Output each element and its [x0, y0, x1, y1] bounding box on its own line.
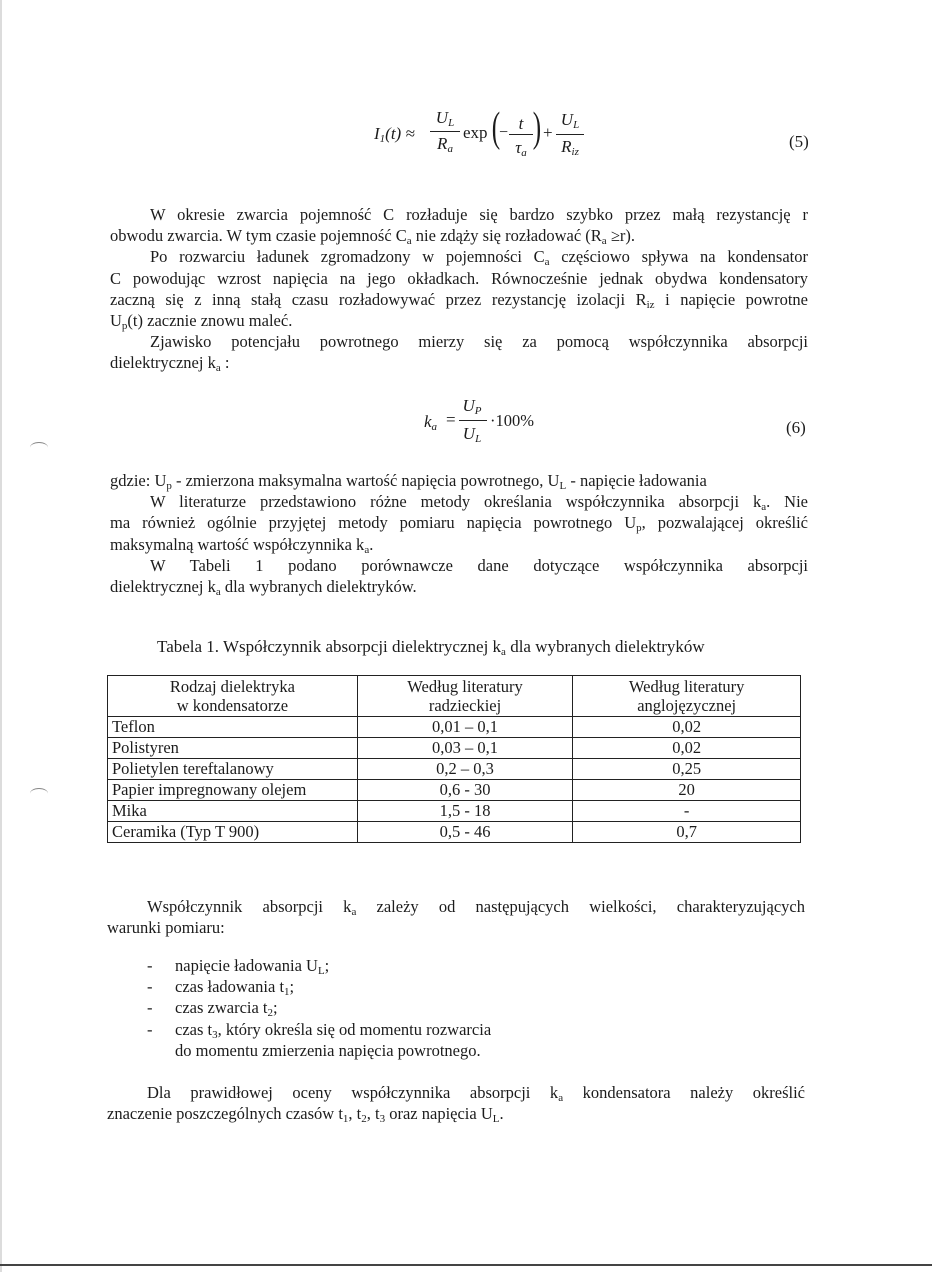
p2-l4-b: (t) zacznie znowu maleć. — [127, 311, 293, 331]
eq5-lhs-sub: 1 — [379, 133, 386, 145]
eq5-lhs-arg: (t) ≈ — [385, 124, 415, 143]
gdzie-b: - zmierzona maksymalna wartość napięcia powrotnego, U — [171, 471, 560, 490]
measurement-conditions-list — [147, 955, 491, 1061]
table-caption — [157, 637, 705, 657]
p2-l4-a: U — [110, 311, 122, 331]
p5-l2-a: dielektrycznej k — [110, 577, 216, 597]
b3-sub: 2 — [267, 1007, 274, 1020]
p4-l2-a: ma również ogólnie przyjętej metody pomiaru napięcia powrotnego U — [110, 513, 637, 533]
eq5-frac1-line — [430, 131, 460, 132]
p4-l1-b: . Nie — [766, 492, 808, 512]
eq5-exp: exp — [463, 123, 488, 142]
table-header-row — [108, 676, 801, 717]
bullet-dash: - — [147, 977, 153, 997]
eq5-f1-den: R — [437, 134, 448, 153]
p1-l2-b: nie zdąży się rozładować (R — [411, 226, 602, 246]
gdzie-line — [110, 470, 808, 491]
header-dielectric-l2: w kondensatorze — [176, 696, 289, 715]
eq5-frac2-line — [509, 134, 533, 135]
eq6-num-sub: P — [474, 405, 482, 417]
p7-l1-a: Dla prawidłowej oceny współczynnika absorpcji k — [147, 1083, 559, 1102]
caption-b: dla wybranych dielektryków — [505, 637, 705, 656]
b4-a: czas t — [175, 1019, 213, 1039]
list-item — [147, 1019, 491, 1061]
eq5-lhs — [374, 124, 415, 144]
b1-b: ; — [324, 956, 330, 975]
eq6-den-symbol: U — [462, 424, 476, 443]
p3-line1: Zjawisko potencjału powrotnego mierzy się za pomocą współczynnika absorpcji — [150, 332, 808, 352]
eq5-f3-den-sub: iz — [571, 146, 579, 158]
caption-a: Tabela 1. Współczynnik absorpcji dielektrycznej k — [157, 637, 502, 656]
table-row — [108, 759, 801, 780]
table-cell-material: Teflon — [108, 717, 358, 738]
header-english-l1: Według literatury — [628, 677, 745, 696]
table-cell-english: - — [573, 801, 801, 822]
eq5-frac2-num — [508, 114, 534, 134]
gdzie-sub2: L — [559, 480, 567, 492]
eq5-f2-num: t — [518, 114, 524, 133]
eq6-lhs — [424, 412, 437, 432]
eq5-f3-den: R — [561, 137, 572, 156]
p7-l2-a: znaczenie poszczególnych czasów t — [107, 1104, 343, 1124]
p3-l2-a: dielektrycznej k — [110, 353, 216, 373]
b1-a: napięcie ładowania U — [175, 956, 318, 975]
paragraph-block-4 — [107, 1082, 805, 1124]
eq5-lhs-symbol: I — [374, 124, 380, 143]
header-soviet-l2: radzieckiej — [428, 696, 502, 715]
p5-line1: W Tabeli 1 podano porównawcze dane dotyczące współczynnika absorpcji — [150, 555, 808, 575]
table-row — [108, 717, 801, 738]
eq5-paren-right: ) — [532, 105, 542, 151]
b3-a: czas zwarcia t — [175, 998, 268, 1018]
gdzie-c: - napięcie ładowania — [566, 471, 707, 490]
p7-l1-sub: a — [558, 1092, 564, 1104]
equation-number-5: (5) — [789, 132, 809, 151]
p7-l2-e: . — [499, 1104, 504, 1124]
b4-line2: do momentu zmierzenia napięcia powrotnego. — [175, 1040, 481, 1060]
table-cell-soviet: 0,6 - 30 — [357, 780, 573, 801]
b1-sub: L — [317, 965, 325, 977]
table-cell-english: 0,02 — [573, 738, 801, 759]
paragraph-block-2 — [110, 470, 808, 597]
eq5-f1-num: U — [435, 108, 449, 127]
eq5-f3-num-sub: L — [573, 119, 580, 131]
p7-l2-sub4: L — [492, 1113, 500, 1126]
p1-l2-c: ≥r). — [606, 226, 635, 246]
eq5-plus: + — [543, 123, 553, 142]
absorption-table — [107, 675, 801, 843]
p2-line3 — [110, 289, 808, 310]
p2-l4-sub: p — [121, 320, 128, 333]
eq6-den-sub: L — [475, 433, 482, 445]
eq5-frac3-line — [556, 134, 584, 135]
scan-mark — [30, 442, 48, 453]
eq5-f1-num-sub: L — [448, 117, 455, 129]
list-item — [147, 976, 491, 997]
eq6-eq: = — [446, 410, 456, 429]
table-cell-english: 0,25 — [573, 759, 801, 780]
p7-line2 — [107, 1103, 805, 1124]
header-english-l2: anglojęzycznej — [637, 696, 737, 715]
table-cell-soviet: 0,01 – 0,1 — [357, 717, 573, 738]
p1-line1: W okresie zwarcia pojemność C rozładuje się bardzo szybko przez małą rezystancję r — [150, 205, 808, 224]
gdzie-a: gdzie: U — [110, 471, 167, 490]
eq5-f2-den: τ — [515, 138, 522, 157]
p4-l1-sub: a — [761, 501, 767, 514]
paragraph-block-1 — [110, 204, 808, 374]
p2-line1 — [110, 246, 808, 267]
p2-l3-b: i napięcie powrotne — [654, 289, 808, 309]
p6-line1 — [107, 896, 805, 917]
eq6-num — [456, 396, 488, 416]
bullet-dash: - — [147, 956, 153, 975]
table-cell-english: 20 — [573, 780, 801, 801]
p6-l1-b: zależy od następujących wielkości, charakteryzujących — [356, 897, 805, 916]
p1-line2 — [110, 225, 808, 246]
p4-l1-a: W literaturze przedstawiono różne metody określania współczynnika absorpcji k — [150, 492, 762, 512]
p4-line3 — [110, 534, 808, 555]
eq6-den — [456, 424, 488, 444]
p5-l2-sub: a — [215, 586, 221, 599]
b2-a: czas ładowania t — [175, 977, 285, 997]
bullet-dash: - — [147, 998, 153, 1018]
list-item — [147, 955, 491, 976]
table-row — [108, 801, 801, 822]
p3-line2 — [110, 352, 808, 373]
paragraph-block-3 — [107, 896, 805, 938]
b4-b: , który określa się od momentu rozwarcia — [217, 1019, 492, 1039]
table-cell-soviet: 0,5 - 46 — [357, 822, 573, 843]
p2-line4 — [110, 310, 808, 331]
p4-l3-a: maksymalną wartość współczynnika k — [110, 534, 365, 554]
p2-l1-sub: a — [544, 256, 550, 269]
eq5-paren-left: ( — [491, 105, 501, 151]
header-english — [573, 676, 801, 717]
header-dielectric-l1: Rodzaj dielektryka — [169, 677, 295, 696]
eq6-lhs-symbol: k — [424, 412, 432, 431]
p4-line1 — [110, 491, 808, 512]
table-cell-material: Ceramika (Typ T 900) — [108, 822, 358, 843]
list-item — [147, 997, 491, 1018]
p1-l2-a: obwodu zwarcia. W tym czasie pojemność C — [110, 226, 407, 246]
b2-b: ; — [289, 977, 295, 997]
p5-line2 — [110, 576, 808, 597]
p2-l1-a: Po rozwarciu ładunek zgromadzony w pojemności C — [150, 247, 545, 267]
p7-l2-sub3: 3 — [379, 1113, 386, 1126]
eq6-num-symbol: U — [462, 396, 475, 415]
p1-l2-sub: a — [406, 235, 412, 248]
p6-l1-a: Współczynnik absorpcji k — [147, 897, 352, 916]
eq5-f3-num: U — [560, 110, 574, 129]
table-cell-material: Mika — [108, 801, 358, 822]
b2-sub: 1 — [284, 986, 290, 999]
b4-sub: 3 — [212, 1028, 218, 1041]
table-cell-material: Polietylen tereftalanowy — [108, 759, 358, 780]
eq5-frac3-den — [553, 137, 587, 157]
table-cell-material: Papier impregnowany olejem — [108, 780, 358, 801]
header-soviet-l1: Według literatury — [407, 677, 523, 696]
p3-l2-sub: a — [215, 362, 221, 375]
bullet-dash: - — [147, 1019, 153, 1039]
b3-b: ; — [273, 998, 278, 1018]
table-cell-english: 0,7 — [573, 822, 801, 843]
eq6-frac-line — [459, 420, 487, 421]
eq6-lhs-sub: a — [431, 421, 438, 433]
p6-line2: warunki pomiaru: — [107, 918, 225, 938]
table-row — [108, 780, 801, 801]
table-cell-soviet: 1,5 - 18 — [357, 801, 573, 822]
eq5-minus: − — [499, 124, 509, 141]
table-cell-english: 0,02 — [573, 717, 801, 738]
header-dielectric — [108, 676, 358, 717]
eq5-frac1-num — [428, 108, 462, 128]
p5-l2-b: dla wybranych dielektryków. — [220, 577, 417, 597]
gdzie-sub1: p — [166, 480, 172, 492]
header-soviet — [357, 676, 573, 717]
eq5-f1-den-sub: a — [447, 143, 453, 155]
table-cell-soviet: 0,2 – 0,3 — [357, 759, 573, 780]
table-row — [108, 738, 801, 759]
p4-l3-sub: a — [364, 543, 370, 556]
eq5-frac2-den — [506, 138, 536, 158]
table-row — [108, 822, 801, 843]
table-cell-soviet: 0,03 – 0,1 — [357, 738, 573, 759]
eq6-tail: ·100% — [490, 411, 534, 430]
p7-l2-sub2: 2 — [361, 1113, 367, 1126]
eq5-frac1-den — [428, 134, 462, 154]
p4-l2-sub: p — [636, 522, 642, 535]
p7-line1 — [107, 1082, 805, 1103]
p4-line2 — [110, 512, 808, 533]
scan-edge — [0, 0, 2, 1272]
p7-l2-b: , t — [348, 1104, 362, 1124]
p6-l1-sub: a — [351, 906, 357, 918]
p4-l2-b: , pozwalającej określić — [641, 513, 809, 533]
scan-mark — [30, 788, 48, 799]
eq5-f2-den-sub: a — [521, 147, 527, 159]
p4-l3-b: . — [369, 534, 374, 554]
p2-l1-b: częściowo spływa na kondensator — [549, 247, 808, 267]
scan-bottom-edge — [0, 1264, 932, 1266]
p3-l2-b: : — [220, 353, 230, 373]
p7-l1-b: kondensatora należy określić — [563, 1083, 805, 1102]
p2-l3-a: zaczną się z inną stałą czasu rozładowywać przez rezystancję izolacji R — [110, 289, 647, 309]
p2-l3-sub: iz — [646, 298, 655, 311]
table-cell-material: Polistyren — [108, 738, 358, 759]
eq5-frac3-num — [553, 110, 587, 130]
p7-l2-d: oraz napięcia U — [385, 1104, 493, 1124]
p2-line2: C powodując wzrost napięcia na jego okładkach. Równocześnie jednak obydwa kondensatory — [110, 268, 808, 288]
caption-sub: a — [501, 646, 506, 658]
p7-l2-c: , t — [366, 1104, 380, 1124]
p1-l2-sub2: a — [601, 235, 607, 248]
equation-number-6: (6) — [786, 418, 806, 437]
p7-l2-sub1: 1 — [342, 1113, 349, 1126]
